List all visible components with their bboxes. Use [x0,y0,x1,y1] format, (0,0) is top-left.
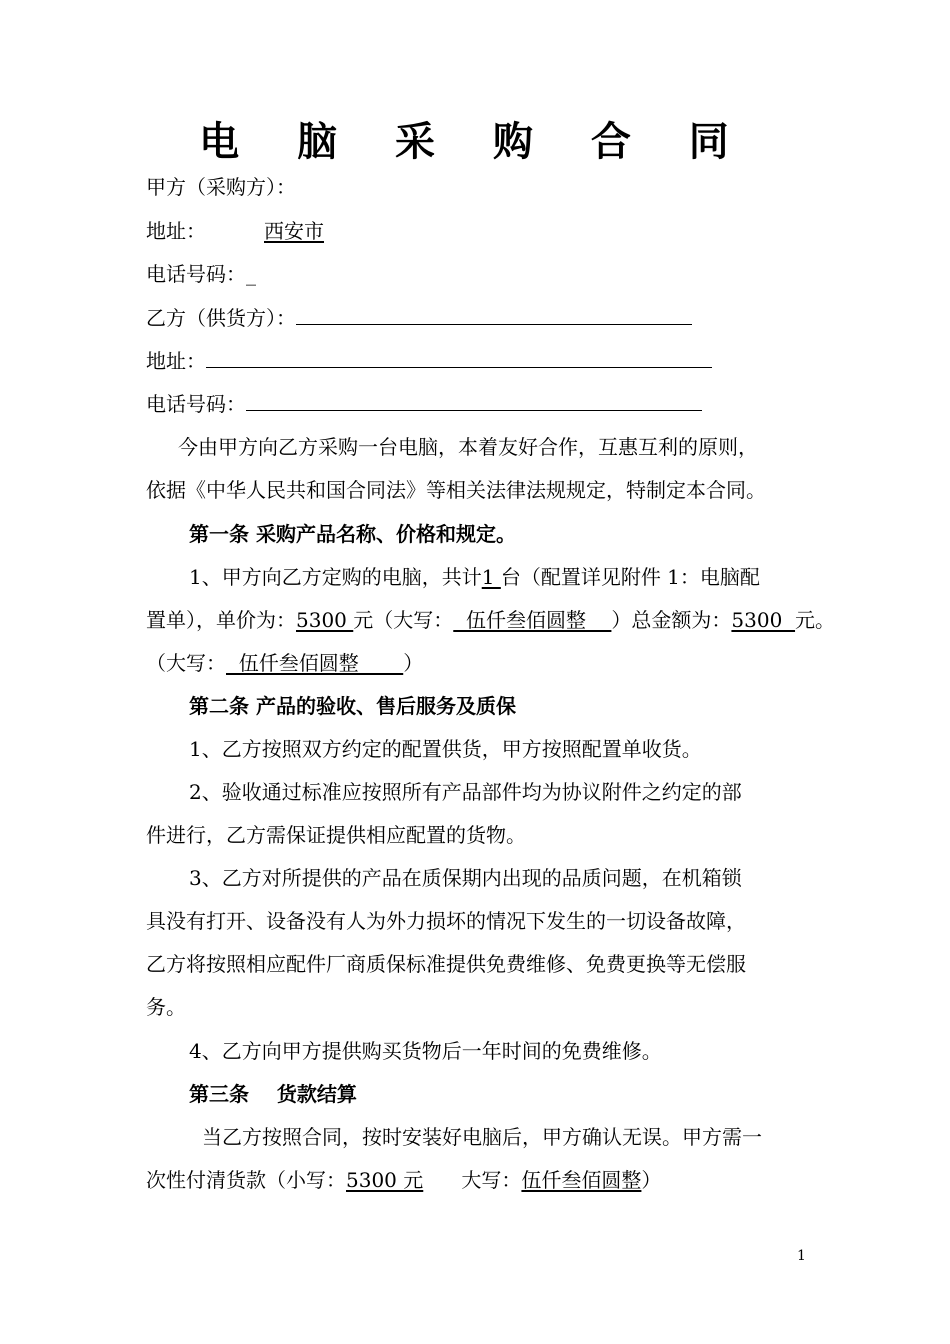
article-1-text: 元（大写： [353,608,454,632]
article-3-text: 大写： [423,1168,522,1192]
article-3-line-2 [146,1165,661,1195]
article-1-text: 元。 [795,608,836,632]
article-3-line-1: 当乙方按照合同，按时安装好电脑后，甲方确认无误。甲方需一 [202,1125,762,1149]
article-1-text: 台（配置详见附件 1：电脑配 [500,565,760,589]
quantity-value: 1 [481,565,501,589]
party-a-phone-label: 电话号码： [146,262,246,286]
article-1-line-2 [146,605,835,635]
article-2-item-3-line-4: 务。 [146,995,186,1019]
unit-price-words: 伍仟叁佰圆整 [453,608,612,632]
article-2-heading: 第二条 产品的验收、售后服务及质保 [189,694,516,718]
article-1-text: （大写： [146,651,226,675]
party-a-phone-line [146,259,256,289]
article-2-item-3-line-2: 具没有打开、设备没有人为外力损坏的情况下发生的一切设备故障， [146,909,746,933]
total-amount-value: 5300 [731,608,796,632]
article-1-text: 置单），单价为： [146,608,296,632]
party-b-address-line [146,346,712,376]
unit-price-value: 5300 [296,608,354,632]
article-2-item-1: 1、乙方按照双方约定的配置供货，甲方按照配置单收货。 [189,737,702,761]
party-a-address-label: 地址： [146,219,206,243]
intro-line-1: 今由甲方向乙方采购一台电脑，本着友好合作，互惠互利的原则， [178,435,758,459]
payment-amount-words: 伍仟叁佰圆整 [521,1168,642,1192]
party-b-address-blank [206,347,712,368]
party-a-line [146,172,296,202]
intro-line-2: 依据《中华人民共和国合同法》等相关法律法规规定，特制定本合同。 [146,478,766,502]
article-2-item-3-line-1: 3、乙方对所提供的产品在质保期内出现的品质问题，在机箱锁 [189,866,742,890]
article-1-text: ）总金额为： [611,608,732,632]
article-3-heading: 第三条 货款结算 [189,1082,357,1106]
article-3-text: ） [641,1168,662,1192]
document-title: 电 脑 采 购 合 同 [199,119,751,165]
party-a-address-line [146,216,324,246]
page-number: 1 [797,1248,806,1264]
article-1-text: ） [403,651,424,675]
article-2-item-2-line-2: 件进行，乙方需保证提供相应配置的货物。 [146,823,526,847]
party-b-address-label: 地址： [146,349,206,373]
party-b-phone-line [146,389,702,419]
article-2-item-2-line-1: 2、验收通过标准应按照所有产品部件均为协议附件之约定的部 [189,780,742,804]
party-a-label: 甲方（采购方）： [146,175,296,199]
article-1-heading: 第一条 采购产品名称、价格和规定。 [189,522,516,546]
party-b-label: 乙方（供货方）： [146,306,296,330]
article-3-text: 次性付清货款（小写： [146,1168,346,1192]
article-1-text: 1、甲方向乙方定购的电脑，共计 [189,565,482,589]
party-b-phone-blank [246,390,702,411]
party-b-name-blank [296,304,692,325]
article-2-item-3-line-3: 乙方将按照相应配件厂商质保标准提供免费维修、免费更换等无偿服 [146,952,746,976]
party-a-address-value: 西安市 [264,219,324,243]
party-a-phone-value: _ [246,262,256,286]
party-b-line [146,303,692,333]
total-amount-words: 伍仟叁佰圆整 [226,651,404,675]
party-b-phone-label: 电话号码： [146,392,246,416]
article-1-line-1 [146,562,760,592]
payment-amount-small: 5300 元 [346,1168,424,1192]
article-2-item-4: 4、乙方向甲方提供购买货物后一年时间的免费维修。 [189,1039,662,1063]
article-1-line-3 [146,648,423,678]
